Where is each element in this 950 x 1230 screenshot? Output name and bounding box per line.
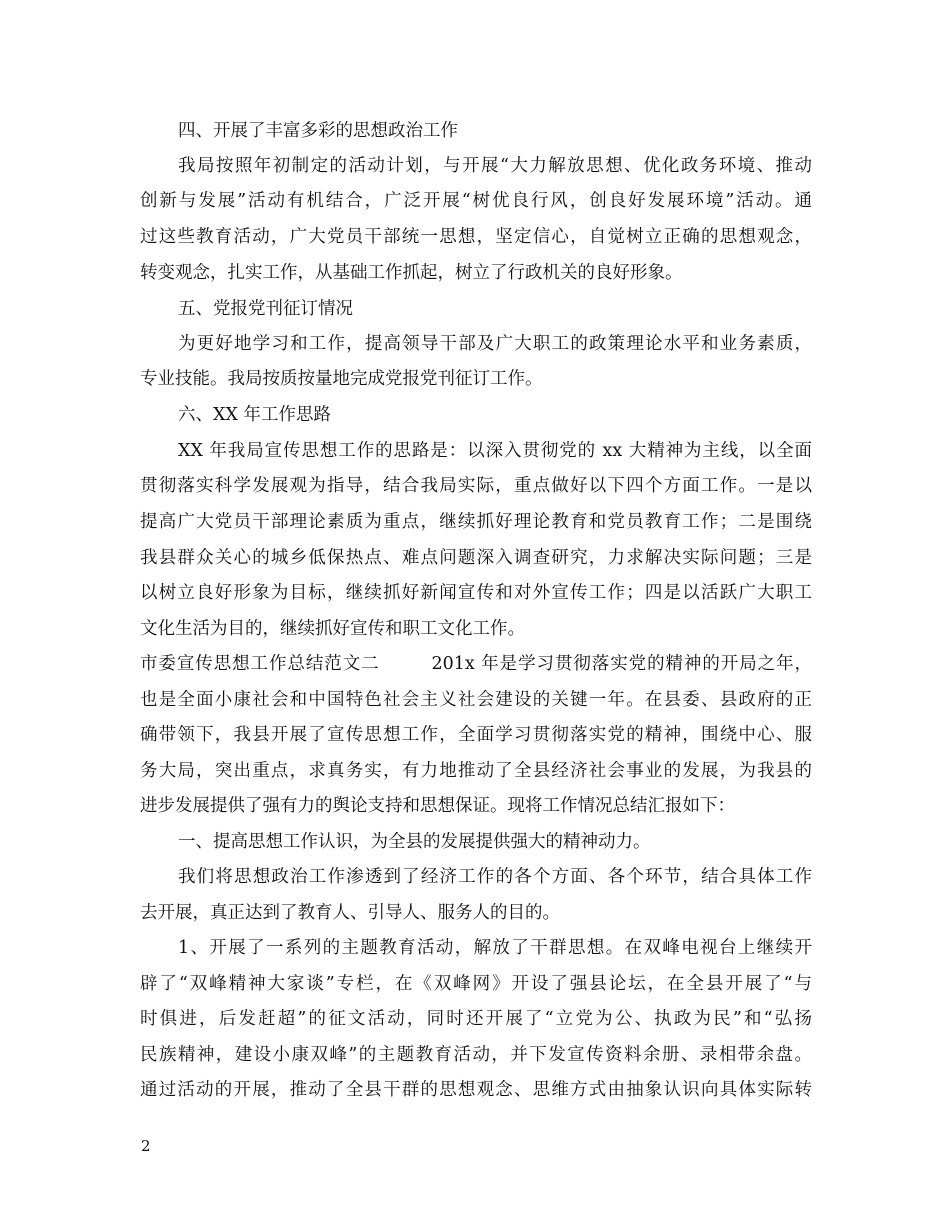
paragraph-line: 以树立良好形象为目标，继续抓好新闻宣传和对外宣传工作；四是以活跃广大职工 bbox=[140, 583, 812, 603]
paragraph-line: 转变观念，扎实工作，从基础工作抓起，树立了行政机关的良好形象。 bbox=[140, 263, 683, 283]
paragraph-line: 我县群众关心的城乡低保热点、难点问题深入调查研究，力求解决实际问题；三是 bbox=[140, 548, 812, 568]
paragraph-line: 确带领下，我县开展了宣传思想工作，全面学习贯彻落实党的精神，围绕中心、服 bbox=[140, 725, 812, 745]
paragraph-line: 创新与发展”活动有机结合，广泛开展“树优良行风，创良好发展环境”活动。通 bbox=[140, 191, 812, 211]
paragraph-line: 辟了“双峰精神大家谈”专栏，在《双峰网》开设了强县论坛，在全县开展了“与 bbox=[140, 974, 812, 994]
paragraph-line: 去开展，真正达到了教育人、引导人、服务人的目的。 bbox=[140, 903, 560, 923]
paragraph-line-title: 市委宣传思想工作总结范文二 201x 年是学习贯彻落实党的精神的开局之年， bbox=[140, 654, 812, 674]
heading-section-5: 五、党报党刊征订情况 bbox=[178, 299, 353, 319]
paragraph-line: 务大局，突出重点，求真务实，有力地推动了全县经济社会事业的发展，为我县的 bbox=[140, 761, 812, 781]
paragraph-line: 专业技能。我局按质按量地完成党报党刊征订工作。 bbox=[140, 369, 543, 389]
paragraph-line: 民族精神，建设小康双峰”的主题教育活动，并下发宣传资料余册、录相带余盘。 bbox=[140, 1045, 812, 1065]
paragraph-line: 贯彻落实科学发展观为指导，结合我局实际，重点做好以下四个方面工作。一是以 bbox=[140, 476, 812, 496]
paragraph-line: 时俱进，后发赶超”的征文活动，同时还开展了“立党为公、执政为民”和“弘扬 bbox=[140, 1009, 812, 1029]
page-number: 2 bbox=[141, 1137, 151, 1155]
paragraph-line: XX 年我局宣传思想工作的思路是：以深入贯彻党的 xx 大精神为主线，以全面 bbox=[178, 441, 812, 461]
paragraph-line: 过这些教育活动，广大党员干部统一思想，坚定信心，自觉树立正确的思想观念， bbox=[140, 227, 812, 247]
heading-section-6: 六、XX 年工作思路 bbox=[178, 405, 331, 425]
heading-section-4: 四、开展了丰富多彩的思想政治工作 bbox=[178, 121, 458, 141]
paragraph-line: 1、开展了一系列的主题教育活动，解放了干群思想。在双峰电视台上继续开 bbox=[178, 938, 812, 958]
heading-section-1: 一、提高思想工作认识，为全县的发展提供强大的精神动力。 bbox=[178, 832, 651, 852]
paragraph-line: 我们将思想政治工作渗透到了经济工作的各个方面、各个环节，结合具体工作 bbox=[178, 867, 812, 887]
paragraph-line: 也是全面小康社会和中国特色社会主义社会建设的关键一年。在县委、县政府的正 bbox=[140, 690, 812, 710]
paragraph-line: 通过活动的开展，推动了全县干群的思想观念、思维方式由抽象认识向具体实际转 bbox=[140, 1080, 812, 1100]
paragraph-line: 为更好地学习和工作，提高领导干部及广大职工的政策理论水平和业务素质， bbox=[178, 334, 812, 354]
paragraph-line: 进步发展提供了强有力的舆论支持和思想保证。现将工作情况总结汇报如下： bbox=[140, 796, 735, 816]
paragraph-line: 文化生活为目的，继续抓好宣传和职工文化工作。 bbox=[140, 619, 525, 639]
paragraph-line: 我局按照年初制定的活动计划，与开展“大力解放思想、优化政务环境、推动 bbox=[178, 156, 812, 176]
paragraph-line: 提高广大党员干部理论素质为重点，继续抓好理论教育和党员教育工作；二是围绕 bbox=[140, 512, 812, 532]
